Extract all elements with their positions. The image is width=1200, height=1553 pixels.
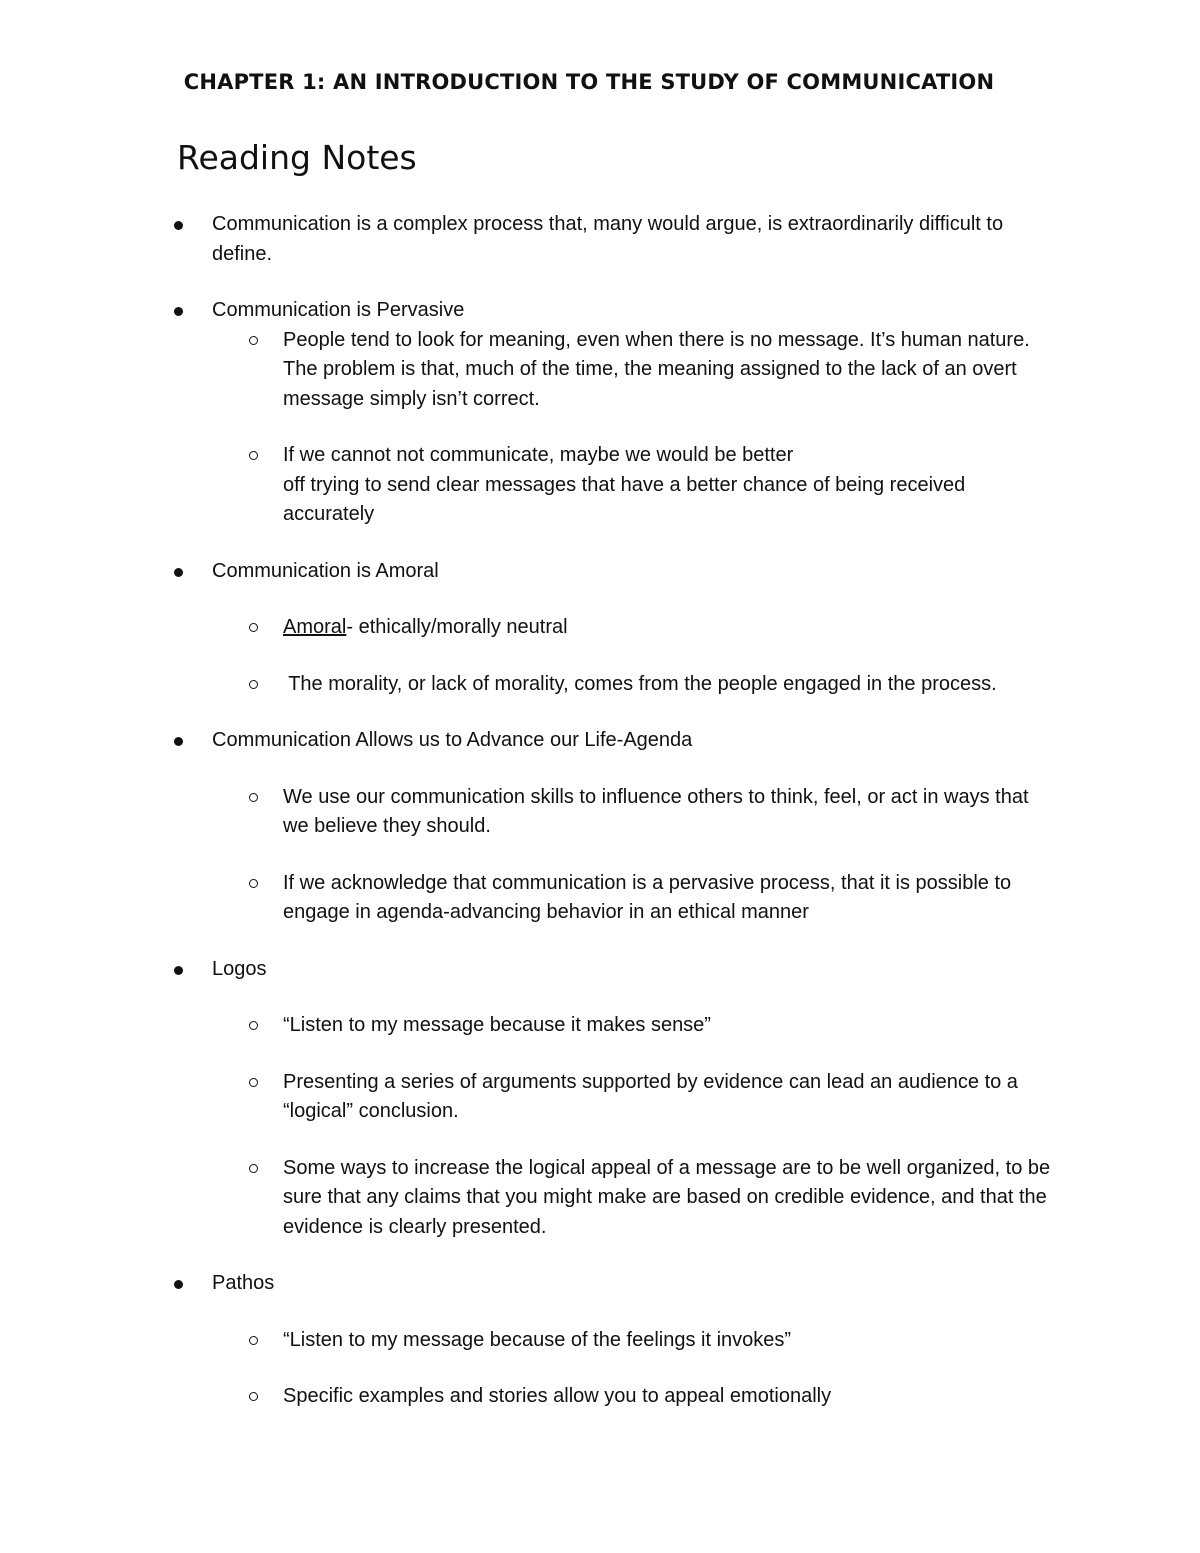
sub-item bbox=[212, 1068, 1053, 1127]
reading-notes-list bbox=[0, 210, 1200, 1439]
sub-item bbox=[212, 441, 1053, 530]
sub-bullet-circle-icon bbox=[249, 1336, 258, 1345]
note-bullet-pathos bbox=[0, 1269, 1052, 1412]
sub-item bbox=[212, 670, 1053, 700]
sub-item bbox=[212, 1382, 1053, 1412]
note-bullet-text: Communication is a complex process that, many would argue, is extraordinarily difficult to define. bbox=[212, 213, 1004, 265]
note-bullet-pervasive bbox=[0, 296, 1052, 530]
note-bullet-text: Communication is Pervasive bbox=[212, 299, 465, 321]
note-bullet-text: Logos bbox=[212, 957, 267, 980]
note-bullet-text: Pathos bbox=[212, 1272, 275, 1294]
sub-item bbox=[212, 1154, 1053, 1243]
sub-list bbox=[212, 326, 1052, 530]
sub-item-text-line-1: If we cannot not communicate, maybe we would be better bbox=[283, 444, 794, 466]
sub-item bbox=[212, 869, 1053, 928]
sub-item-text: “Listen to my message because it makes sense” bbox=[283, 1014, 711, 1036]
sub-item-text-line-2: off trying to send clear messages that have a better chance of being received accurately bbox=[283, 473, 966, 525]
note-bullet-logos bbox=[0, 955, 1052, 1243]
sub-item-text: Some ways to increase the logical appeal of a message are to be well organized, to be sure that any claims that you might make are based on credible evidence, and that the evidence is clearly presented. bbox=[283, 1156, 1051, 1238]
section-heading: Reading Notes bbox=[177, 138, 417, 177]
bullet-dot-icon bbox=[174, 221, 183, 230]
sub-item-text: People tend to look for meaning, even when there is no message. It’s human nature. The problem is that, much of the time, the meaning assigned to the lack of an overt message simply isn’t correct. bbox=[283, 328, 1030, 410]
bullet-dot-icon bbox=[174, 307, 183, 316]
note-bullet-definition bbox=[0, 210, 1052, 269]
sub-item-text: We use our communication skills to influence others to think, feel, or act in ways that we believe they should. bbox=[283, 785, 1029, 837]
bullet-dot-icon bbox=[174, 966, 183, 975]
bullet-dot-icon bbox=[174, 1280, 183, 1289]
bullet-dot-icon bbox=[174, 737, 183, 746]
sub-bullet-circle-icon bbox=[249, 879, 258, 888]
sub-list bbox=[212, 1011, 1052, 1242]
sub-item-text: The morality, or lack of morality, comes from the people engaged in the process. bbox=[283, 672, 997, 695]
sub-item bbox=[212, 1326, 1053, 1356]
sub-item-text: “Listen to my message because of the feelings it invokes” bbox=[283, 1328, 792, 1351]
sub-item-text: Specific examples and stories allow you to appeal emotionally bbox=[283, 1385, 832, 1407]
sub-item-text: If we acknowledge that communication is a pervasive process, that it is possible to engage in agenda-advancing behavior in an ethical manner bbox=[283, 871, 1012, 923]
sub-bullet-circle-icon bbox=[249, 1078, 258, 1087]
bullet-dot-icon bbox=[174, 568, 183, 577]
sub-list bbox=[212, 1326, 1052, 1412]
sub-item bbox=[212, 613, 1053, 643]
sub-bullet-circle-icon bbox=[249, 1021, 258, 1030]
sub-bullet-circle-icon bbox=[249, 793, 258, 802]
sub-bullet-circle-icon bbox=[249, 680, 258, 689]
sub-item bbox=[212, 783, 1053, 842]
sub-bullet-circle-icon bbox=[249, 623, 258, 632]
chapter-title: CHAPTER 1: AN INTRODUCTION TO THE STUDY OF COMMUNICATION bbox=[183, 70, 995, 94]
sub-item-text: Presenting a series of arguments supported by evidence can lead an audience to a “logical” conclusion. bbox=[283, 1070, 1018, 1122]
term-definition: - ethically/morally neutral bbox=[346, 616, 568, 638]
sub-list bbox=[212, 613, 1052, 699]
sub-item bbox=[212, 326, 1053, 415]
sub-bullet-circle-icon bbox=[249, 1392, 258, 1401]
note-bullet-text: Communication Allows us to Advance our Life-Agenda bbox=[212, 729, 693, 751]
sub-bullet-circle-icon bbox=[249, 336, 258, 345]
note-bullet-text: Communication is Amoral bbox=[212, 559, 439, 582]
note-bullet-life-agenda bbox=[0, 726, 1052, 928]
note-bullet-amoral bbox=[0, 557, 1052, 700]
sub-list bbox=[212, 783, 1052, 928]
term-amoral: Amoral bbox=[283, 616, 347, 638]
sub-item bbox=[212, 1011, 1053, 1041]
sub-bullet-circle-icon bbox=[249, 451, 258, 460]
sub-bullet-circle-icon bbox=[249, 1164, 258, 1173]
